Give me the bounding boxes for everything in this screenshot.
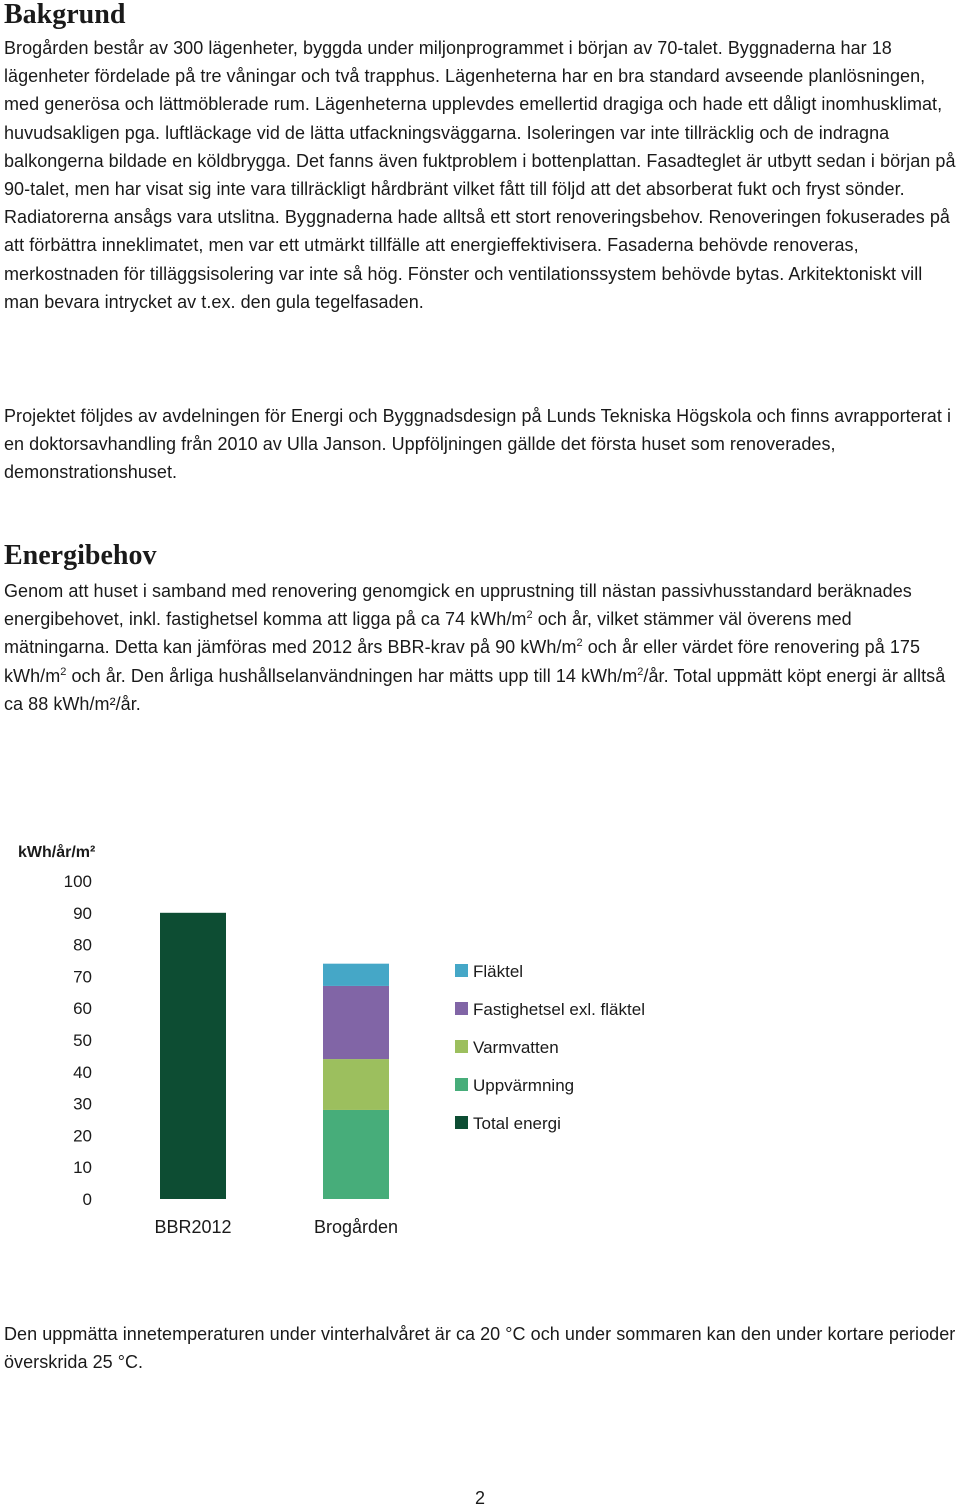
bar-segment-total-energi: [160, 913, 226, 1199]
legend-label: Fläktel: [473, 962, 524, 981]
legend-swatch: [455, 964, 468, 977]
page-number: 2: [474, 1488, 485, 1508]
legend-label: Fastighetsel exl. fläktel: [473, 1000, 645, 1019]
energibehov-text-d: och år. Den årliga hushållselanvändningen har mätts upp till 14 kWh/m: [66, 665, 638, 686]
energy-chart: [0, 830, 960, 1250]
y-tick-label: 0: [82, 1190, 92, 1209]
paragraph-bakgrund-2: Projektet följdes av avdelningen för Energi och Byggnadsdesign på Lunds Tekniska Högskola och finns avrapporterat i en doktorsavhandling från 2010 av Ulla Janson. Uppföljningen gällde det första huset som renoverades, demonstrationshuset.: [4, 406, 951, 483]
y-tick-label: 80: [73, 935, 92, 955]
y-tick-label: 20: [73, 1126, 92, 1146]
paragraph-energibehov: [4, 577, 958, 718]
y-axis-title: kWh/år/m²: [18, 844, 96, 861]
legend-label: Varmvatten: [473, 1038, 559, 1057]
y-tick-label: 100: [63, 872, 92, 891]
energibehov-text-b: och år, vilket stämmer väl överens med mätningarna. Detta kan jämföras med 2012 års BBR-krav på 90 kWh/m: [4, 609, 852, 658]
y-tick-label: 10: [73, 1158, 92, 1178]
heading-bakgrund: Bakgrund: [4, 0, 126, 30]
y-tick-label: 30: [73, 1094, 92, 1114]
paragraph-closing: Den uppmätta innetemperaturen under vinterhalvåret är ca 20 °C och under sommaren kan den under kortare perioder överskrida 25 °C.: [4, 1324, 956, 1373]
energibehov-text-a: Genom att huset i samband med renovering genomgick en upprustning till nästan passivhusstandard beräknades energibehovet, inkl. fastighetsel komma att ligga på ca 74 kWh/m: [4, 581, 912, 630]
legend-swatch: [455, 1078, 468, 1091]
legend-swatch: [455, 1040, 468, 1053]
x-tick-label: Brogården: [313, 1217, 399, 1237]
superscript: 2: [60, 665, 67, 678]
superscript: 2: [526, 609, 533, 622]
y-tick-label: 90: [73, 903, 92, 923]
bar-segment-fastighetsel-exl-fläktel: [323, 986, 389, 1059]
energibehov-text-c: och år eller värdet före renovering på 175 kWh/m: [4, 637, 921, 686]
superscript: 2: [576, 637, 583, 650]
legend-label: Total energi: [473, 1114, 561, 1133]
y-tick-label: 60: [73, 999, 92, 1019]
bar-segment-fläktel: [323, 964, 389, 986]
y-tick-label: 50: [73, 1031, 92, 1050]
bar-segment-varmvatten: [323, 1059, 389, 1110]
legend-swatch: [455, 1116, 468, 1129]
x-tick-label: BBR2012: [154, 1217, 232, 1237]
y-tick-label: 70: [73, 967, 92, 987]
paragraph-bakgrund-1: Brogården består av 300 lägenheter, byggda under miljonprogrammet i början av 70-talet. Byggnaderna har 18 lägenheter fördelade på tre våningar och två trapphus. Lägenheterna har en bra standard avseende planlösningen, med generösa och lättmöblerade rum. Lägenheterna upplevdes emellertid dragiga och hade ett dåligt inomhusklimat, huvudsakligen pga. luftläckage vid de lätta utfackningsväggarna. Isoleringen var inte tillräcklig och de indragna balkongerna bildade en köldbrygga. Det fanns även fuktproblem i bottenplattan. Fasadteglet är utbytt sedan i början på 90-talet, men har visat sig inte vara tillräckligt hårdbränt vilket fått till följd att det absorberat fukt och fryst sönder. Radiatorerna ansågs vara utslitna. Byggnaderna hade alltså ett stort renoveringsbehov. Renoveringen fokuserades på att förbättra inneklimatet, men var ett utmärkt tillfälle att energieffektivisera. Fasaderna behövde renoveras, merkostnaden för tilläggsisolering var inte så hög. Fönster och ventilationssystem behövde bytas. Arkitektoniskt vill man bevara intrycket av t.ex. den gula tegelfasaden.: [4, 38, 956, 312]
bar-segment-uppvärmning: [323, 1110, 389, 1199]
legend-swatch: [455, 1002, 468, 1015]
energibehov-text-e: /år. Total uppmätt köpt energi är alltså ca 88 kWh/m²/år.: [4, 665, 946, 714]
legend-label: Uppvärmning: [473, 1076, 575, 1095]
y-tick-label: 40: [73, 1062, 92, 1082]
superscript: 2: [637, 665, 644, 678]
heading-energibehov: Energibehov: [4, 540, 157, 571]
